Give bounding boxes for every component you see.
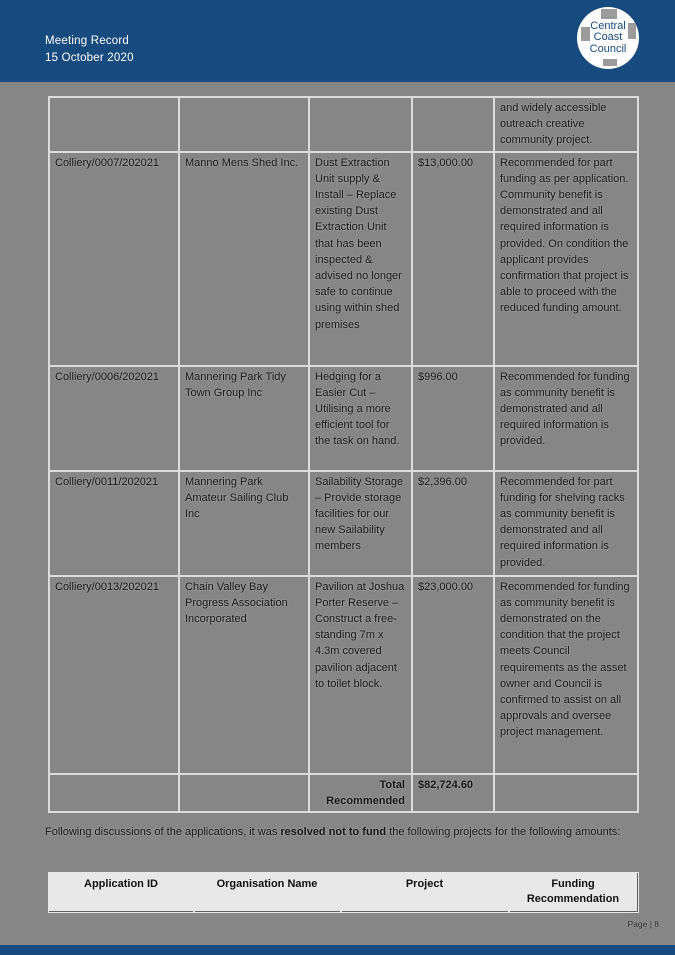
table-row-total [49,774,638,812]
page-number: Page | 8 [627,919,659,929]
amount-cell: $23,000.00 [412,576,494,774]
recommendation-cell: Recommended for funding as community benefit is demonstrated and all required information is provided. [494,366,638,471]
project-cell: Hedging for a Easier Cut – Utilising a more efficient tool for the task on hand. [309,366,412,471]
logo-text-central: Central [590,19,626,32]
table-row [49,366,638,471]
page-header-band [0,0,675,82]
empty-cell [494,774,638,812]
logo-text-council: Council [589,42,627,55]
application-id-cell: Colliery/0013/202021 [49,576,179,774]
project-cell: Pavilion at Joshua Porter Reserve – Construct a free-standing 7m x 4.3m covered pavilion adjacent to toilet block. [309,576,412,774]
council-logo [577,7,639,69]
paragraph-text: Following discussions of the applications, it was [45,826,281,838]
document-title: Meeting Record [45,35,129,47]
organisation-cell: Mannering Park Tidy Town Group Inc [179,366,309,471]
document-date: 15 October 2020 [45,52,134,64]
paragraph-bold-text: resolved not to fund [280,826,387,838]
column-header-project: Project [341,873,509,912]
total-recommended-amount: $82,724.60 [412,774,494,812]
paragraph-text: the following projects for the following amounts: [386,826,621,838]
project-cell: Dust Extraction Unit supply & Install – Replace existing Dust Extraction Unit that has been inspected & advised no longer safe to continue using within shed premises [309,152,412,366]
table-row-carryover [49,97,638,152]
application-id-cell: Colliery/0011/202021 [49,471,179,576]
logo-shape-icon [581,27,590,41]
empty-cell [412,97,494,152]
table-row [49,152,638,366]
organisation-cell: Chain Valley Bay Progress Association Incorporated [179,576,309,774]
project-cell: Sailability Storage – Provide storage facilities for our new Sailability members [309,471,412,576]
organisation-cell: Mannering Park Amateur Sailing Club Inc [179,471,309,576]
amount-cell: $13,000.00 [412,152,494,366]
empty-cell [49,774,179,812]
amount-cell: $996.00 [412,366,494,471]
column-header-funding-recommendation: Funding Recommendation [509,873,638,912]
recommendation-cell: Recommended for part funding for shelving racks as community benefit is demonstrated and all required information is provided. [494,471,638,576]
header-text-block [45,33,134,67]
logo-text-coast: Coast [593,31,623,44]
recommendation-cell: Recommended for funding as community benefit is demonstrated on the condition that the project meets Council requirements as the asset owner and Council is confirmed to assist on all approvals and oversee project management. [494,576,638,774]
logo-shape-icon [628,23,636,39]
recommendation-cell: Recommended for part funding as per application. Community benefit is demonstrated and all required information is provided. On condition the applicant provides confirmation that project is able to proceed with the reduced funding amount. [494,152,638,366]
table-row [49,471,638,576]
logo-shape-icon [601,9,617,19]
column-header-application-id: Application ID [49,873,194,912]
table-header-row [49,873,638,912]
table-row [49,576,638,774]
resolution-paragraph [45,824,633,840]
carryover-recommendation-cell: and widely accessible outreach creative community project. [494,97,638,152]
not-funded-table [48,872,638,912]
empty-cell [309,97,412,152]
column-header-organisation-name: Organisation Name [194,873,341,912]
application-id-cell: Colliery/0007/202021 [49,152,179,366]
empty-cell [179,97,309,152]
total-recommended-label: Total Recommended [309,774,412,812]
page-footer-band [0,945,675,955]
funding-recommendations-table [48,96,639,813]
empty-cell [49,97,179,152]
amount-cell: $2,396.00 [412,471,494,576]
empty-cell [179,774,309,812]
organisation-cell: Manno Mens Shed Inc. [179,152,309,366]
logo-shape-icon [603,59,617,66]
application-id-cell: Colliery/0006/202021 [49,366,179,471]
